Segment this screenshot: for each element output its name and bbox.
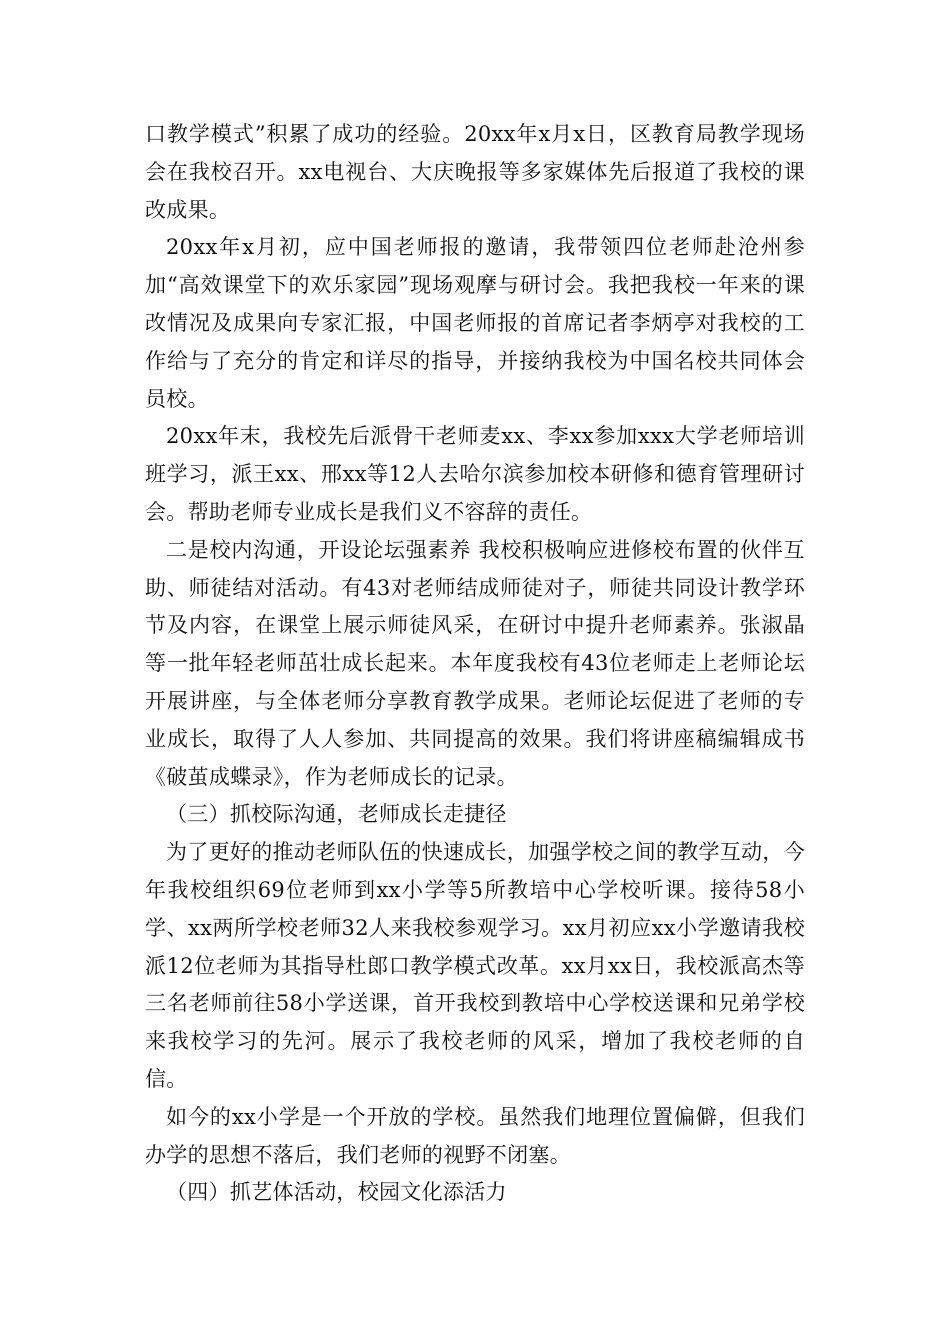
paragraph-5: 为了更好的推动老师队伍的快速成长，加强学校之间的教学互动，今年我校组织69位老师到xx小学等5所教培中心学校听课。接待58小学、xx两所学校老师32人来我校参观学习。xx月初应xx小学邀请我校派12位老师为其指导杜郎口教学模式改革。xx月xx日，我校派高杰等三名老师前往58小学送课，首开我校到教培中心学校送课和兄弟学校来我校学习的先河。展示了我校老师的风采，增加了我校老师的自信。 xyxy=(145,840,805,1091)
paragraph-6: 如今的xx小学是一个开放的学校。虽然我们地理位置偏僻，但我们办学的思想不落后，我们老师的视野不闭塞。 xyxy=(145,1104,805,1167)
paragraph-1: 口教学模式”积累了成功的经验。20xx年x月x日，区教育局教学现场会在我校召开。xx电视台、大庆晚报等多家媒体先后报道了我校的课改成果。 xyxy=(145,122,805,222)
paragraph-2: 20xx年x月初，应中国老师报的邀请，我带领四位老师赴沧州参加“高效课堂下的欢乐家园”现场观摩与研讨会。我把我校一年来的课改情况及成果向专家汇报，中国老师报的首席记者李炳亭对我校的工作给与了充分的肯定和详尽的指导，并接纳我校为中国名校共同体会员校。 xyxy=(145,235,805,411)
paragraph-4: 二是校内沟通，开设论坛强素养 我校积极响应进修校布置的伙伴互助、师徒结对活动。有43对老师结成师徒对子，师徒共同设计教学环节及内容，在课堂上展示师徒风采，在研讨中提升老师素养。张淑晶等一批年轻老师茁壮成长起来。本年度我校有43位老师走上老师论坛开展讲座，与全体老师分享教育教学成果。老师论坛促进了老师的专业成长，取得了人人参加、共同提高的效果。我们将讲座稿编辑成书《破茧成蝶录》，作为老师成长的记录。 xyxy=(145,537,805,789)
paragraph-3: 20xx年末，我校先后派骨干老师麦xx、李xx参加xxx大学老师培训班学习，派王xx、邢xx等12人去哈尔滨参加校本研修和德育管理研讨会。帮助老师专业成长是我们义不容辞的责任。 xyxy=(145,424,805,524)
section-heading-4: （四）抓艺体活动，校园文化添活力 xyxy=(166,1180,507,1205)
document-body xyxy=(145,116,805,1212)
section-heading-3: （三）抓校际沟通，老师成长走捷径 xyxy=(166,802,507,827)
